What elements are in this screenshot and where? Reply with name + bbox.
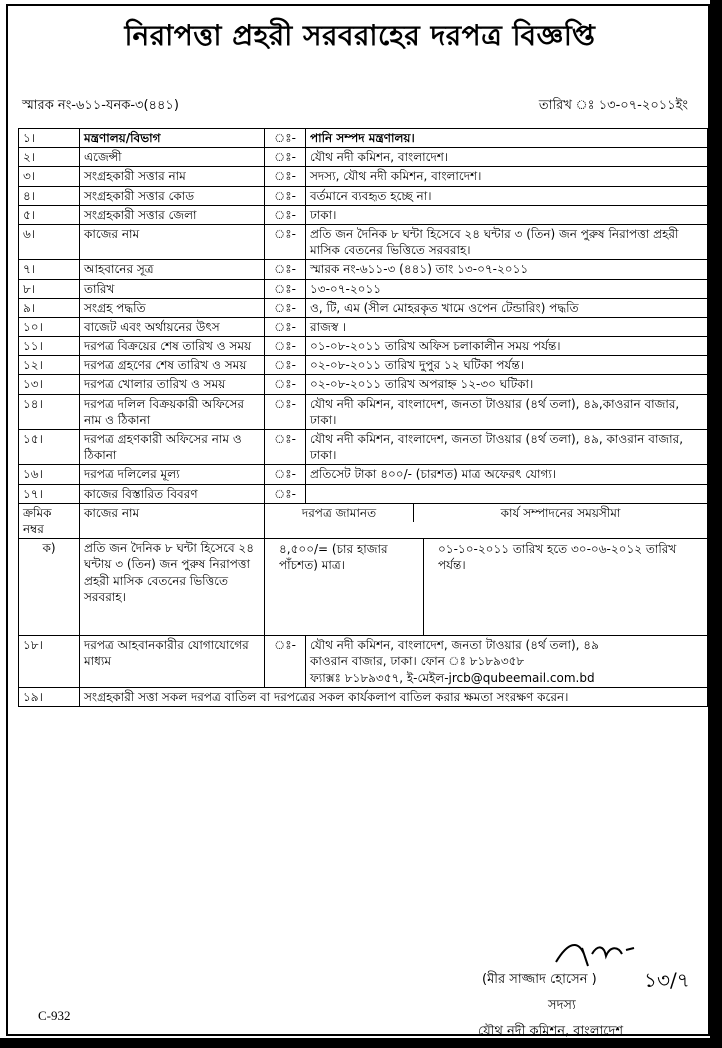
row-separator: ঃ- <box>265 356 306 375</box>
document-date: তারিখ ঃ ১৩-০৭-২০১১ইং <box>538 98 688 113</box>
row-label: দরপত্র গ্রহণের শেষ তারিখ ও সময় <box>80 356 265 375</box>
row-value: বর্তমানে ব্যবহৃত হচ্ছে না। <box>306 186 708 205</box>
row-separator: ঃ- <box>265 224 306 259</box>
row-label: আহবানের সূত্র <box>80 260 265 279</box>
detail-head-work: কাজের নাম <box>80 503 265 538</box>
row-value: যৌথ নদী কমিশন, বাংলাদেশ, জনতা টাওয়ার (৪র্থ তলা), ৪৯, কাওরান বাজার, ঢাকা। <box>306 430 708 465</box>
row-value: ০১-০৮-২০১১ তারিখ অফিস চলাকালীন সময় পর্যন্ত। <box>306 337 708 356</box>
row-number: ৪। <box>19 186 80 205</box>
row-value: স্মারক নং-৬১১-৩ (৪৪১) তাং ১৩-০৭-২০১১ <box>306 260 708 279</box>
detail-item-security: ৪,৫০০/= (চার হাজার পাঁচশত) মাত্র। <box>265 539 424 635</box>
row-number: ৮। <box>19 279 80 298</box>
row-separator: ঃ- <box>265 186 306 205</box>
row-value: যৌথ নদী কমিশন, বাংলাদেশ। <box>306 148 708 167</box>
row-label: দরপত্র আহবানকারীর যোগাযোগের মাধ্যম <box>80 636 265 688</box>
row-separator: ঃ- <box>265 167 306 186</box>
row-label: মন্ত্রণালয়/বিভাগ <box>80 129 265 148</box>
row-label: দরপত্র দলিলের মূল্য <box>80 465 265 484</box>
table-row <box>19 298 708 317</box>
contact-line-3: ফ্যাক্সঃ ৮১৮৯৩৫৭, ই-মেইল-jrcb@qubeemail.com.bd <box>310 670 595 685</box>
signatory-name: (মীর সাজ্জাদ হোসেন ) <box>482 972 597 987</box>
scan-edge-right <box>710 0 722 1048</box>
row-separator: ঃ- <box>265 298 306 317</box>
contact-line-2: কাওরান বাজার, ঢাকা। ফোন ঃ ৮১৮৯৩৫৮ <box>310 654 525 669</box>
row-label: দরপত্র খোলার তারিখ ও সময় <box>80 375 265 394</box>
row-label: দরপত্র দলিল বিক্রয়কারী অফিসের নাম ও ঠিকানা <box>80 394 265 429</box>
table-row <box>19 484 708 503</box>
row-separator: ঃ- <box>265 260 306 279</box>
signature-date-mark: ১৩/৭ <box>644 968 690 992</box>
row-separator: ঃ- <box>265 205 306 224</box>
signature-scribble-icon <box>548 936 638 972</box>
row-label: সংগ্রহকারী সত্তার নাম <box>80 167 265 186</box>
row-value: ০২-০৮-২০১১ তারিখ দুপুর ১২ ঘটিকা পর্যন্ত। <box>306 356 708 375</box>
row-label: বাজেট এবং অর্থায়নের উৎস <box>80 317 265 336</box>
memo-number: স্মারক নং-৬১১-যনক-৩(৪৪১) <box>22 98 179 113</box>
row-number: ১৮। <box>19 636 80 688</box>
row-value: প্রতি জন দৈনিক ৮ ঘন্টা হিসেবে ২৪ ঘন্টার ৩ (তিন) জন পুরুষ নিরাপত্তা প্রহরী মাসিক বেতনের ভিত্তিতে সরবরাহ। <box>306 224 708 259</box>
row-label: কাজের বিস্তারিত বিবরণ <box>80 484 265 503</box>
row-number: ১৩। <box>19 375 80 394</box>
row-number: ১। <box>19 129 80 148</box>
row-number: ১০। <box>19 317 80 336</box>
row-value: রাজস্ব । <box>306 317 708 336</box>
row-label: দরপত্র গ্রহণকারী অফিসের নাম ও ঠিকানা <box>80 430 265 465</box>
contact-line-1: যৌথ নদী কমিশন, বাংলাদেশ, জনতা টাওয়ার (৪র্থ তলা), ৪৯ <box>310 638 599 653</box>
row-number: ৩। <box>19 167 80 186</box>
detail-head-time: কার্য সম্পাদনের সময়সীমা <box>500 505 621 520</box>
row-label: সংগ্রহকারী সত্তার জেলা <box>80 205 265 224</box>
row-number: ১৯। <box>19 687 80 706</box>
row-value <box>306 484 708 503</box>
table-row <box>19 224 708 259</box>
detail-head-serial: ক্রমিক নম্বর <box>19 503 80 538</box>
row-separator: ঃ- <box>265 317 306 336</box>
row-separator: ঃ- <box>265 148 306 167</box>
row-separator: ঃ- <box>265 430 306 465</box>
detail-header-row <box>19 503 708 538</box>
table-row <box>19 317 708 336</box>
table-row <box>19 687 708 706</box>
row-value: সদস্য, যৌথ নদী কমিশন, বাংলাদেশ। <box>306 167 708 186</box>
detail-item-work: প্রতি জন দৈনিক ৮ ঘন্টা হিসেবে ২৪ ঘন্টায় ৩ (তিন) জন পুরুষ নিরাপত্তা প্রহরী মাসিক বেতনের ভিত্তিতে সরবরাহ। <box>80 539 265 636</box>
row-number: ৯। <box>19 298 80 317</box>
row-separator: ঃ- <box>265 636 306 688</box>
row-value: পানি সম্পদ মন্ত্রণালয়। <box>306 129 708 148</box>
detail-item-time: ০১-১০-২০১১ তারিখ হতে ৩০-০৬-২০১২ তারিখ পর্যন্ত। <box>438 542 677 573</box>
row-number: ২। <box>19 148 80 167</box>
table-row <box>19 148 708 167</box>
signatory-organization: যৌথ নদী কমিশন, বাংলাদেশ <box>478 1024 624 1039</box>
row-number: ১৬। <box>19 465 80 484</box>
row-value: ও, টি, এম (সীল মোহরকৃত খামে ওপেন টেন্ডারিং) পদ্ধতি <box>306 298 708 317</box>
row-value: যৌথ নদী কমিশন, বাংলাদেশ, জনতা টাওয়ার (৪র্থ তলা), ৪৯,কাওরান বাজার, ঢাকা। <box>306 394 708 429</box>
row-value: ০২-০৮-২০১১ তারিখ অপরাহ্ন ১২-৩০ ঘটিকা। <box>306 375 708 394</box>
table-row <box>19 279 708 298</box>
table-row <box>19 394 708 429</box>
detail-section <box>19 503 708 635</box>
contact-section <box>19 636 708 707</box>
table-row <box>19 205 708 224</box>
row-label: সংগ্রহ পদ্ধতি <box>80 298 265 317</box>
row-separator: ঃ- <box>265 465 306 484</box>
row-separator: ঃ- <box>265 484 306 503</box>
tender-table <box>18 128 708 707</box>
row-separator: ঃ- <box>265 394 306 429</box>
row-number: ১২। <box>19 356 80 375</box>
row-number: ১৫। <box>19 430 80 465</box>
cancellation-clause: সংগ্রহকারী সত্তা সকল দরপত্র বাতিল বা দরপত্রের সকল কার্যকলাপ বাতিল করার ক্ষমতা সংরক্ষণ করেন। <box>80 687 708 706</box>
table-row <box>19 337 708 356</box>
table-row <box>19 356 708 375</box>
table-row <box>19 465 708 484</box>
row-value: ১৩-০৭-২০১১ <box>306 279 708 298</box>
row-separator: ঃ- <box>265 375 306 394</box>
table-row <box>19 167 708 186</box>
table-row <box>19 375 708 394</box>
row-separator: ঃ- <box>265 129 306 148</box>
row-value: প্রতিসেট টাকা ৪০০/- (চারশত) মাত্র অফেরৎ যোগ্য। <box>306 465 708 484</box>
table-row <box>19 186 708 205</box>
document-code: C-932 <box>38 1008 71 1023</box>
row-label: তারিখ <box>80 279 265 298</box>
row-number: ১১। <box>19 337 80 356</box>
row-label: কাজের নাম <box>80 224 265 259</box>
table-row <box>19 636 708 688</box>
detail-item-row <box>19 539 708 636</box>
row-label: দরপত্র বিক্রয়ের শেষ তারিখ ও সময় <box>80 337 265 356</box>
table-row <box>19 260 708 279</box>
row-number: ১৪। <box>19 394 80 429</box>
detail-item-serial: ক) <box>19 539 80 636</box>
row-number: ৬। <box>19 224 80 259</box>
row-separator: ঃ- <box>265 279 306 298</box>
row-number: ৭। <box>19 260 80 279</box>
row-label: সংগ্রহকারী সত্তার কোড <box>80 186 265 205</box>
signatory-designation: সদস্য <box>548 998 576 1013</box>
row-number: ১৭। <box>19 484 80 503</box>
document-title: নিরাপত্তা প্রহরী সরবরাহের দরপত্র বিজ্ঞপ্তি <box>124 19 596 52</box>
row-label: এজেন্সী <box>80 148 265 167</box>
contact-details <box>306 636 708 688</box>
row-value: ঢাকা। <box>306 205 708 224</box>
document-frame <box>6 4 710 1039</box>
tender-rows <box>19 129 708 504</box>
table-row <box>19 129 708 148</box>
row-separator: ঃ- <box>265 337 306 356</box>
row-number: ৫। <box>19 205 80 224</box>
table-row <box>19 430 708 465</box>
detail-head-security: দরপত্র জামানত <box>265 504 414 522</box>
